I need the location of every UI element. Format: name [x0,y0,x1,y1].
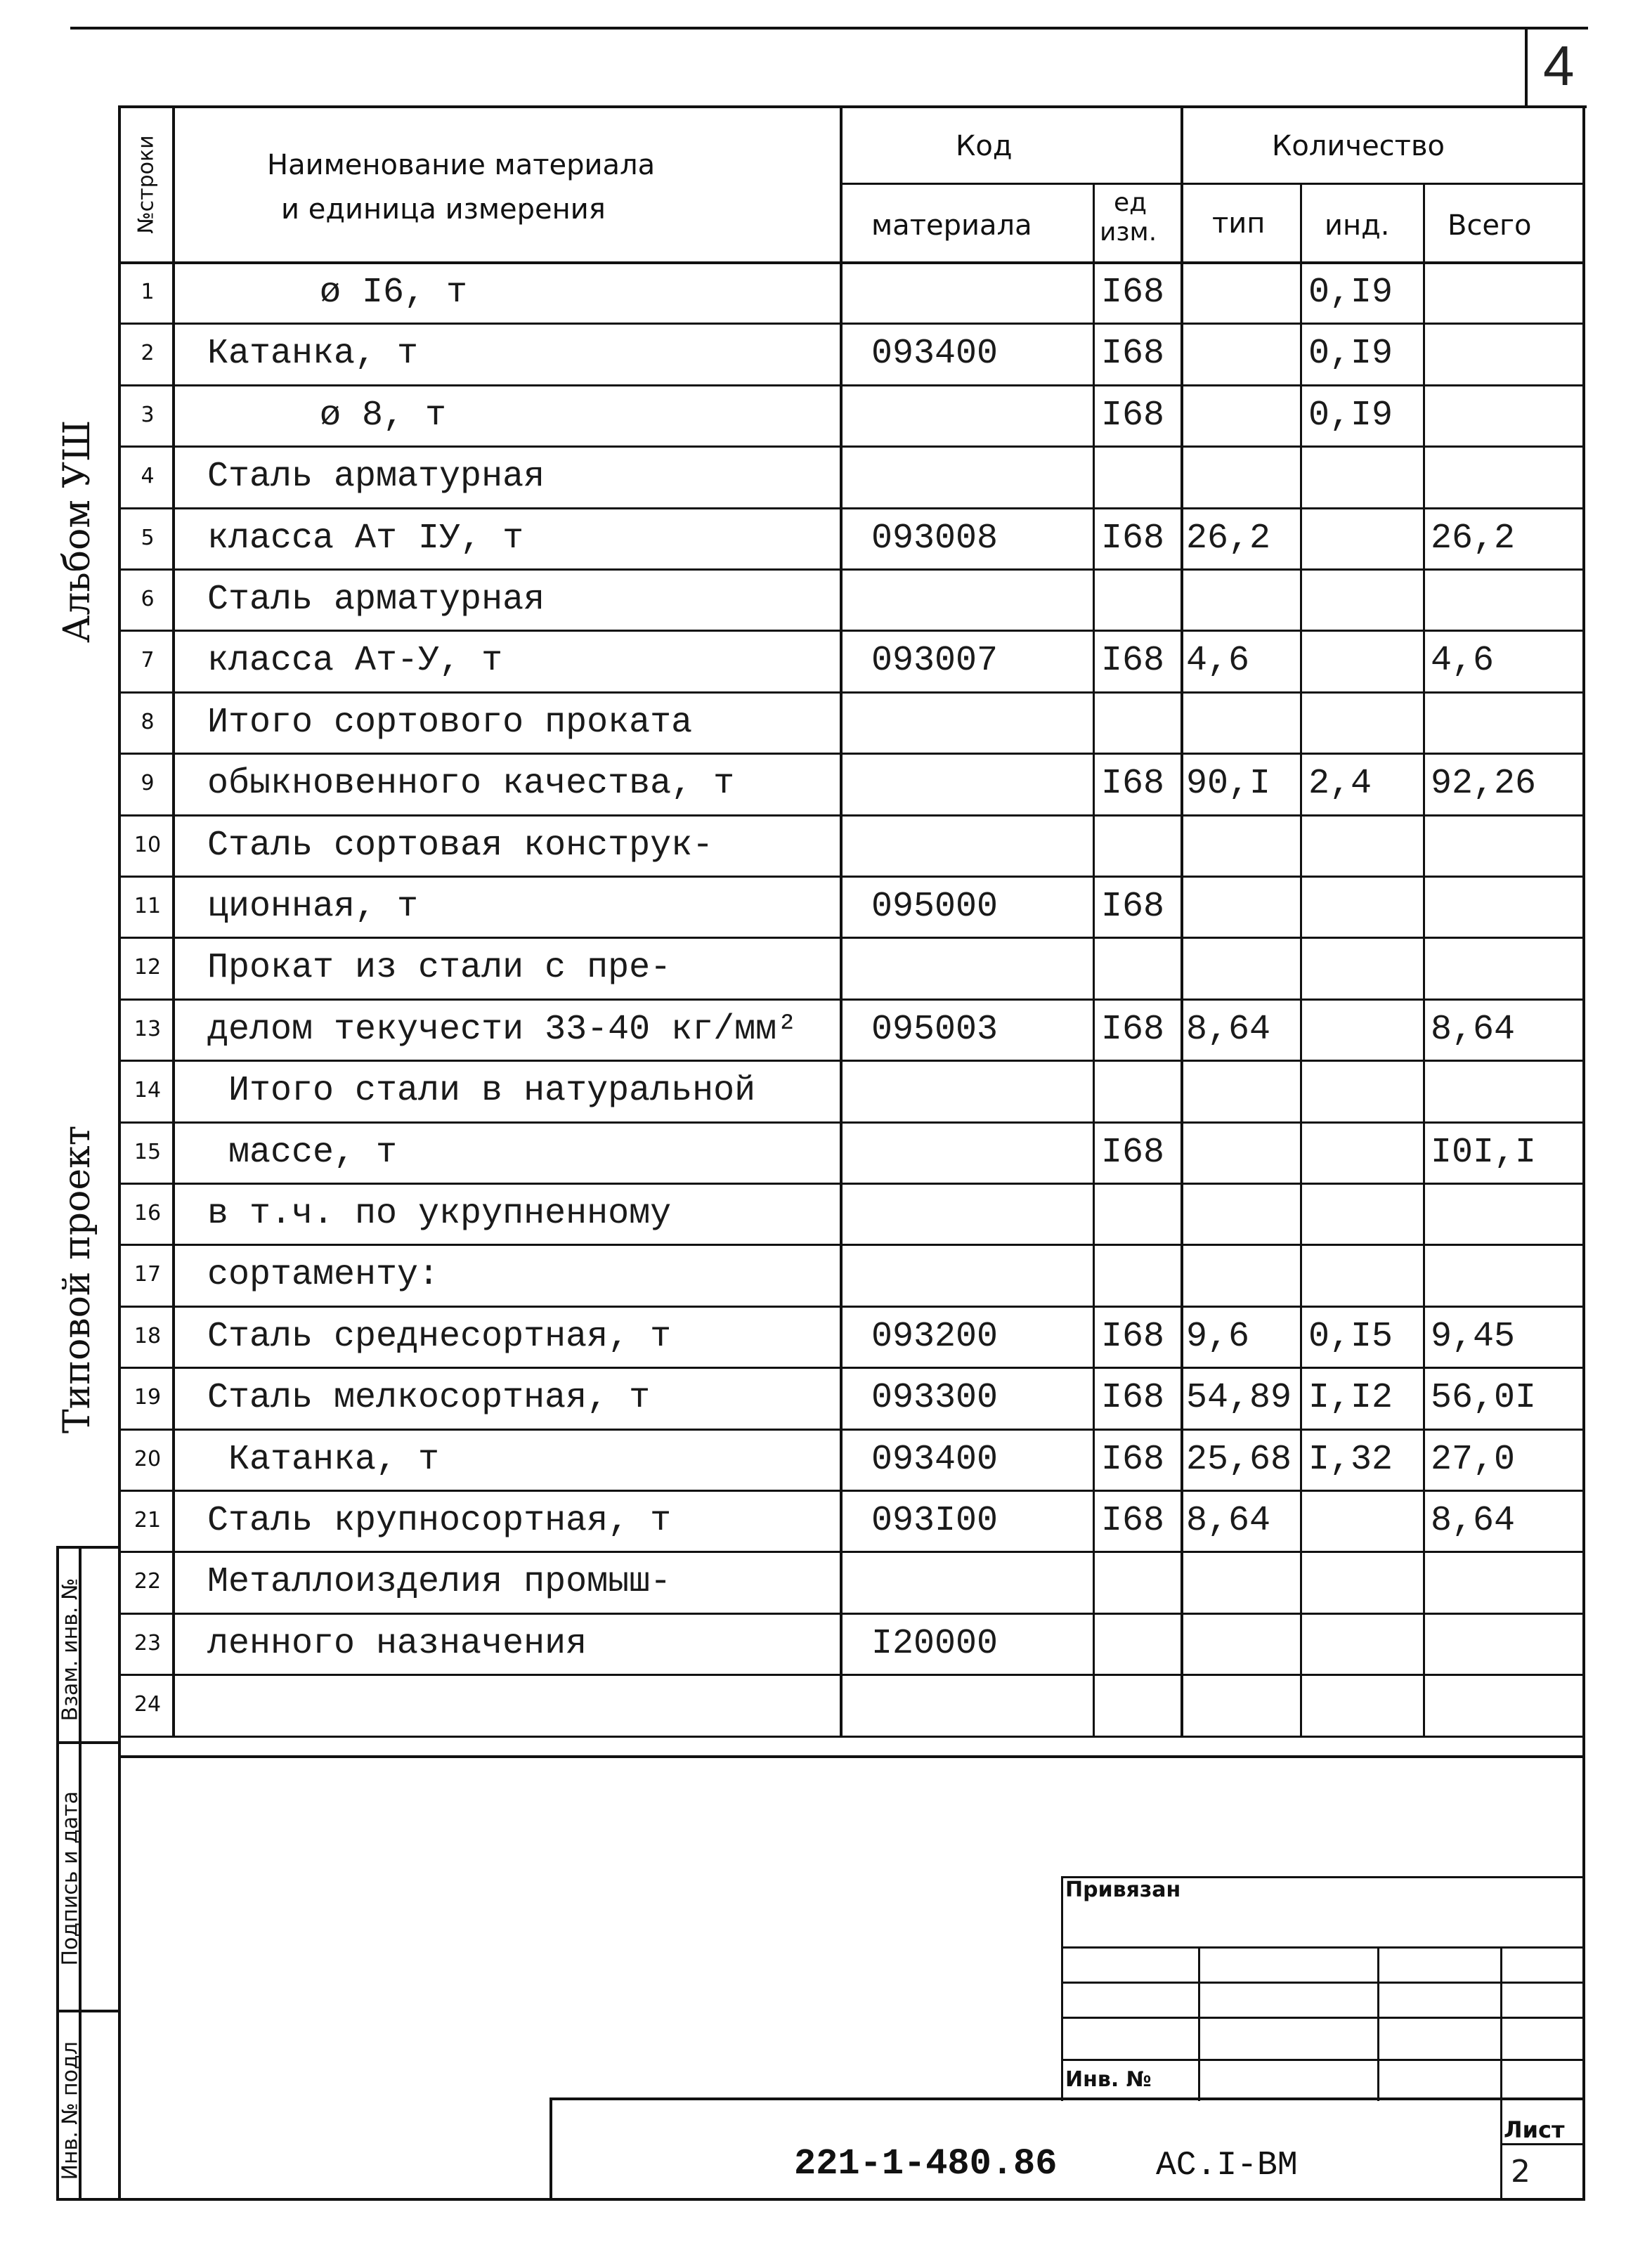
material-code: 095000 [871,887,999,927]
qty-type-value: 9,6 [1186,1317,1250,1357]
material-name: Сталь крупносортная, т [207,1501,672,1541]
table-bottom-line [118,1755,1582,1758]
row-separator [118,445,1582,448]
name-header-line1: Наименование материала [267,149,656,181]
material-name: Катанка, т [228,1440,440,1480]
row-separator [118,691,1582,694]
row-separator [118,814,1582,817]
material-name: Итого сортового проката [207,703,693,743]
unit-header-line1: ед [1114,188,1147,217]
row-number: 1 [141,280,155,304]
row-number: 7 [141,648,155,672]
unit-code: I68 [1101,1317,1165,1357]
row-number: 19 [134,1385,162,1410]
document-code: 221-1-480.86 [794,2143,1058,2185]
row-number: 18 [134,1324,162,1348]
qty-total-value: 92,26 [1431,764,1537,804]
qty-total-value: 9,45 [1431,1317,1516,1357]
row-number: 11 [134,894,162,918]
frame-right [1582,105,1585,2199]
qty-total-value: I0I,I [1431,1133,1537,1173]
qty-total-value: 8,64 [1431,1010,1516,1050]
row-number: 23 [134,1631,162,1656]
material-name: Сталь мелкосортная, т [207,1378,651,1418]
material-code: 093200 [871,1317,999,1357]
qty-ind-value: I,32 [1308,1440,1393,1480]
code-material-header: материала [871,209,1032,242]
row-separator [118,1674,1582,1676]
unit-code: I68 [1101,1133,1165,1173]
unit-code: I68 [1101,641,1165,681]
qty-type-value: 90,I [1186,764,1271,804]
material-name: обыкновенного качества, т [207,764,735,804]
row-separator [118,568,1582,571]
frame-top [118,105,1587,108]
col-line-tip [1300,183,1302,1736]
sheet-label: Лист [1504,2116,1565,2143]
title-block-row4 [1061,2059,1582,2061]
unit-code: I68 [1101,519,1165,559]
row-separator [118,999,1582,1001]
title-block-row3 [1061,2017,1582,2019]
unit-header-line2: изм. [1100,218,1157,247]
material-code: 093400 [871,334,999,374]
qty-ind-value: 2,4 [1308,764,1372,804]
header-bottom-line [118,261,1582,264]
unit-code: I68 [1101,1440,1165,1480]
row-separator [118,876,1582,878]
material-code: 095003 [871,1010,999,1050]
col-line-code [1093,183,1095,1736]
qty-total-value: 4,6 [1431,641,1495,681]
material-name: Прокат из стали с пре- [207,948,672,988]
material-code: 093007 [871,641,999,681]
rownum-header-text: №строки [134,135,159,234]
qty-total-header: Всего [1448,209,1532,242]
inv-no-label: Инв. № [1065,2067,1152,2092]
material-code: 093008 [871,519,999,559]
row-separator [118,1060,1582,1062]
unit-code: I68 [1101,1378,1165,1418]
row-number: 2 [141,341,155,365]
qty-ind-value: 0,I9 [1308,334,1393,374]
row-number: 16 [134,1201,162,1225]
document-mark: АС.I-ВМ [1156,2147,1298,2185]
qty-total-value: 56,0I [1431,1378,1537,1418]
material-code: 093400 [871,1440,999,1480]
row-separator [118,1121,1582,1124]
unit-code: I68 [1101,334,1165,374]
col-line-ind [1423,183,1425,1736]
header-split-line [840,183,1582,185]
row-number: 21 [134,1508,162,1533]
material-name: ø I6, т [320,273,468,313]
rownum-header [125,116,167,256]
quantity-header: Количество [1272,130,1445,162]
qty-total-value: 26,2 [1431,519,1516,559]
row-number: 12 [134,955,162,980]
page-number-box-line [1525,27,1528,105]
material-name: класса Ат IУ, т [207,519,524,559]
row-number: 15 [134,1140,162,1164]
row-separator [118,1244,1582,1246]
title-block-left [1061,1876,1063,2101]
row-separator [118,1306,1582,1308]
material-name: массе, т [228,1133,398,1173]
title-block-row2 [1061,1982,1582,1984]
album-label: Альбом УШ [56,419,98,643]
material-name: Катанка, т [207,334,419,374]
sheet-split-line [1500,2143,1582,2145]
qty-type-value: 8,64 [1186,1501,1271,1541]
qty-ind-value: 0,I5 [1308,1317,1393,1357]
page-number: 4 [1543,34,1575,97]
qty-type-value: 4,6 [1186,641,1250,681]
material-name: ционная, т [207,887,419,927]
material-code: 093300 [871,1378,999,1418]
material-name: сортаменту: [207,1255,440,1295]
row-number: 6 [141,587,155,611]
material-name: в т.ч. по укрупненному [207,1194,672,1234]
title-block-row1 [1061,1946,1582,1949]
qty-ind-header: инд. [1325,209,1390,242]
unit-code: I68 [1101,1501,1165,1541]
row-separator [118,1736,1582,1738]
material-name: Сталь арматурная [207,457,545,497]
code-header: Код [956,130,1013,162]
row-number: 9 [141,771,155,795]
side-stamp-top [56,1546,119,1549]
sheet-col-line [1500,2101,1502,2199]
row-separator [118,1367,1582,1369]
privyazan-label: Привязан [1065,1878,1181,1902]
side-stamp-div2 [56,2010,119,2012]
row-number: 24 [134,1692,162,1717]
row-separator [118,1429,1582,1431]
material-code: 093I00 [871,1501,999,1541]
material-name: Сталь арматурная [207,580,545,620]
podpis-data-label: Подпись и дата [58,1791,83,1966]
name-header-line2: и единица измерения [281,193,606,226]
sheet-number: 2 [1511,2154,1530,2190]
unit-code: I68 [1101,1010,1165,1050]
row-number: 3 [141,403,155,427]
qty-type-value: 26,2 [1186,519,1271,559]
row-separator [118,1613,1582,1615]
row-separator [118,507,1582,509]
frame-left [118,105,121,2199]
qty-ind-value: 0,I9 [1308,273,1393,313]
material-name: Сталь среднесортная, т [207,1317,672,1357]
side-stamp-div1 [56,1741,119,1744]
title-block-col1 [1198,1946,1200,2101]
qty-total-value: 27,0 [1431,1440,1516,1480]
title-block-col3 [1500,1946,1502,2101]
stamp-top-line [549,2097,1582,2100]
top-border-line [70,27,1588,30]
row-separator [118,1490,1582,1492]
row-number: 22 [134,1569,162,1594]
row-separator [118,937,1582,939]
row-number: 20 [134,1447,162,1471]
unit-code: I68 [1101,764,1165,804]
row-number: 14 [134,1078,162,1103]
unit-code: I68 [1101,273,1165,313]
qty-ind-value: I,I2 [1308,1378,1393,1418]
unit-code: I68 [1101,396,1165,436]
qty-type-value: 25,68 [1186,1440,1292,1480]
row-number: 10 [134,833,162,857]
row-separator [118,753,1582,755]
material-name: Сталь сортовая конструк- [207,826,714,866]
frame-bottom [56,2198,1585,2201]
row-separator [118,1183,1582,1185]
material-name: делом текучести 33-40 кг/мм² [207,1010,798,1050]
material-code: I20000 [871,1624,999,1664]
row-number: 13 [134,1017,162,1041]
row-number: 17 [134,1262,162,1287]
qty-type-header: тип [1212,207,1266,240]
inv-podl-label: Инв. № подл [58,2041,83,2180]
row-separator [118,1551,1582,1553]
project-label: Типовой проект [56,1125,98,1433]
row-number: 8 [141,710,155,734]
material-name: ø 8, т [320,396,447,436]
vzam-inv-label: Взам. инв. № [58,1578,83,1722]
row-separator [118,384,1582,386]
row-separator [118,630,1582,632]
title-block-col2 [1377,1946,1379,2101]
qty-type-value: 54,89 [1186,1378,1292,1418]
row-number: 5 [141,526,155,550]
qty-ind-value: 0,I9 [1308,396,1393,436]
unit-code: I68 [1101,887,1165,927]
row-number: 4 [141,464,155,488]
material-name: ленного назначения [207,1624,587,1664]
row-separator [118,323,1582,325]
material-name: Металлоизделия промыш- [207,1562,672,1602]
stamp-left-line [549,2097,552,2199]
material-name: Итого стали в натуральной [228,1071,756,1111]
material-name: класса Ат-У, т [207,641,503,681]
qty-type-value: 8,64 [1186,1010,1271,1050]
qty-total-value: 8,64 [1431,1501,1516,1541]
